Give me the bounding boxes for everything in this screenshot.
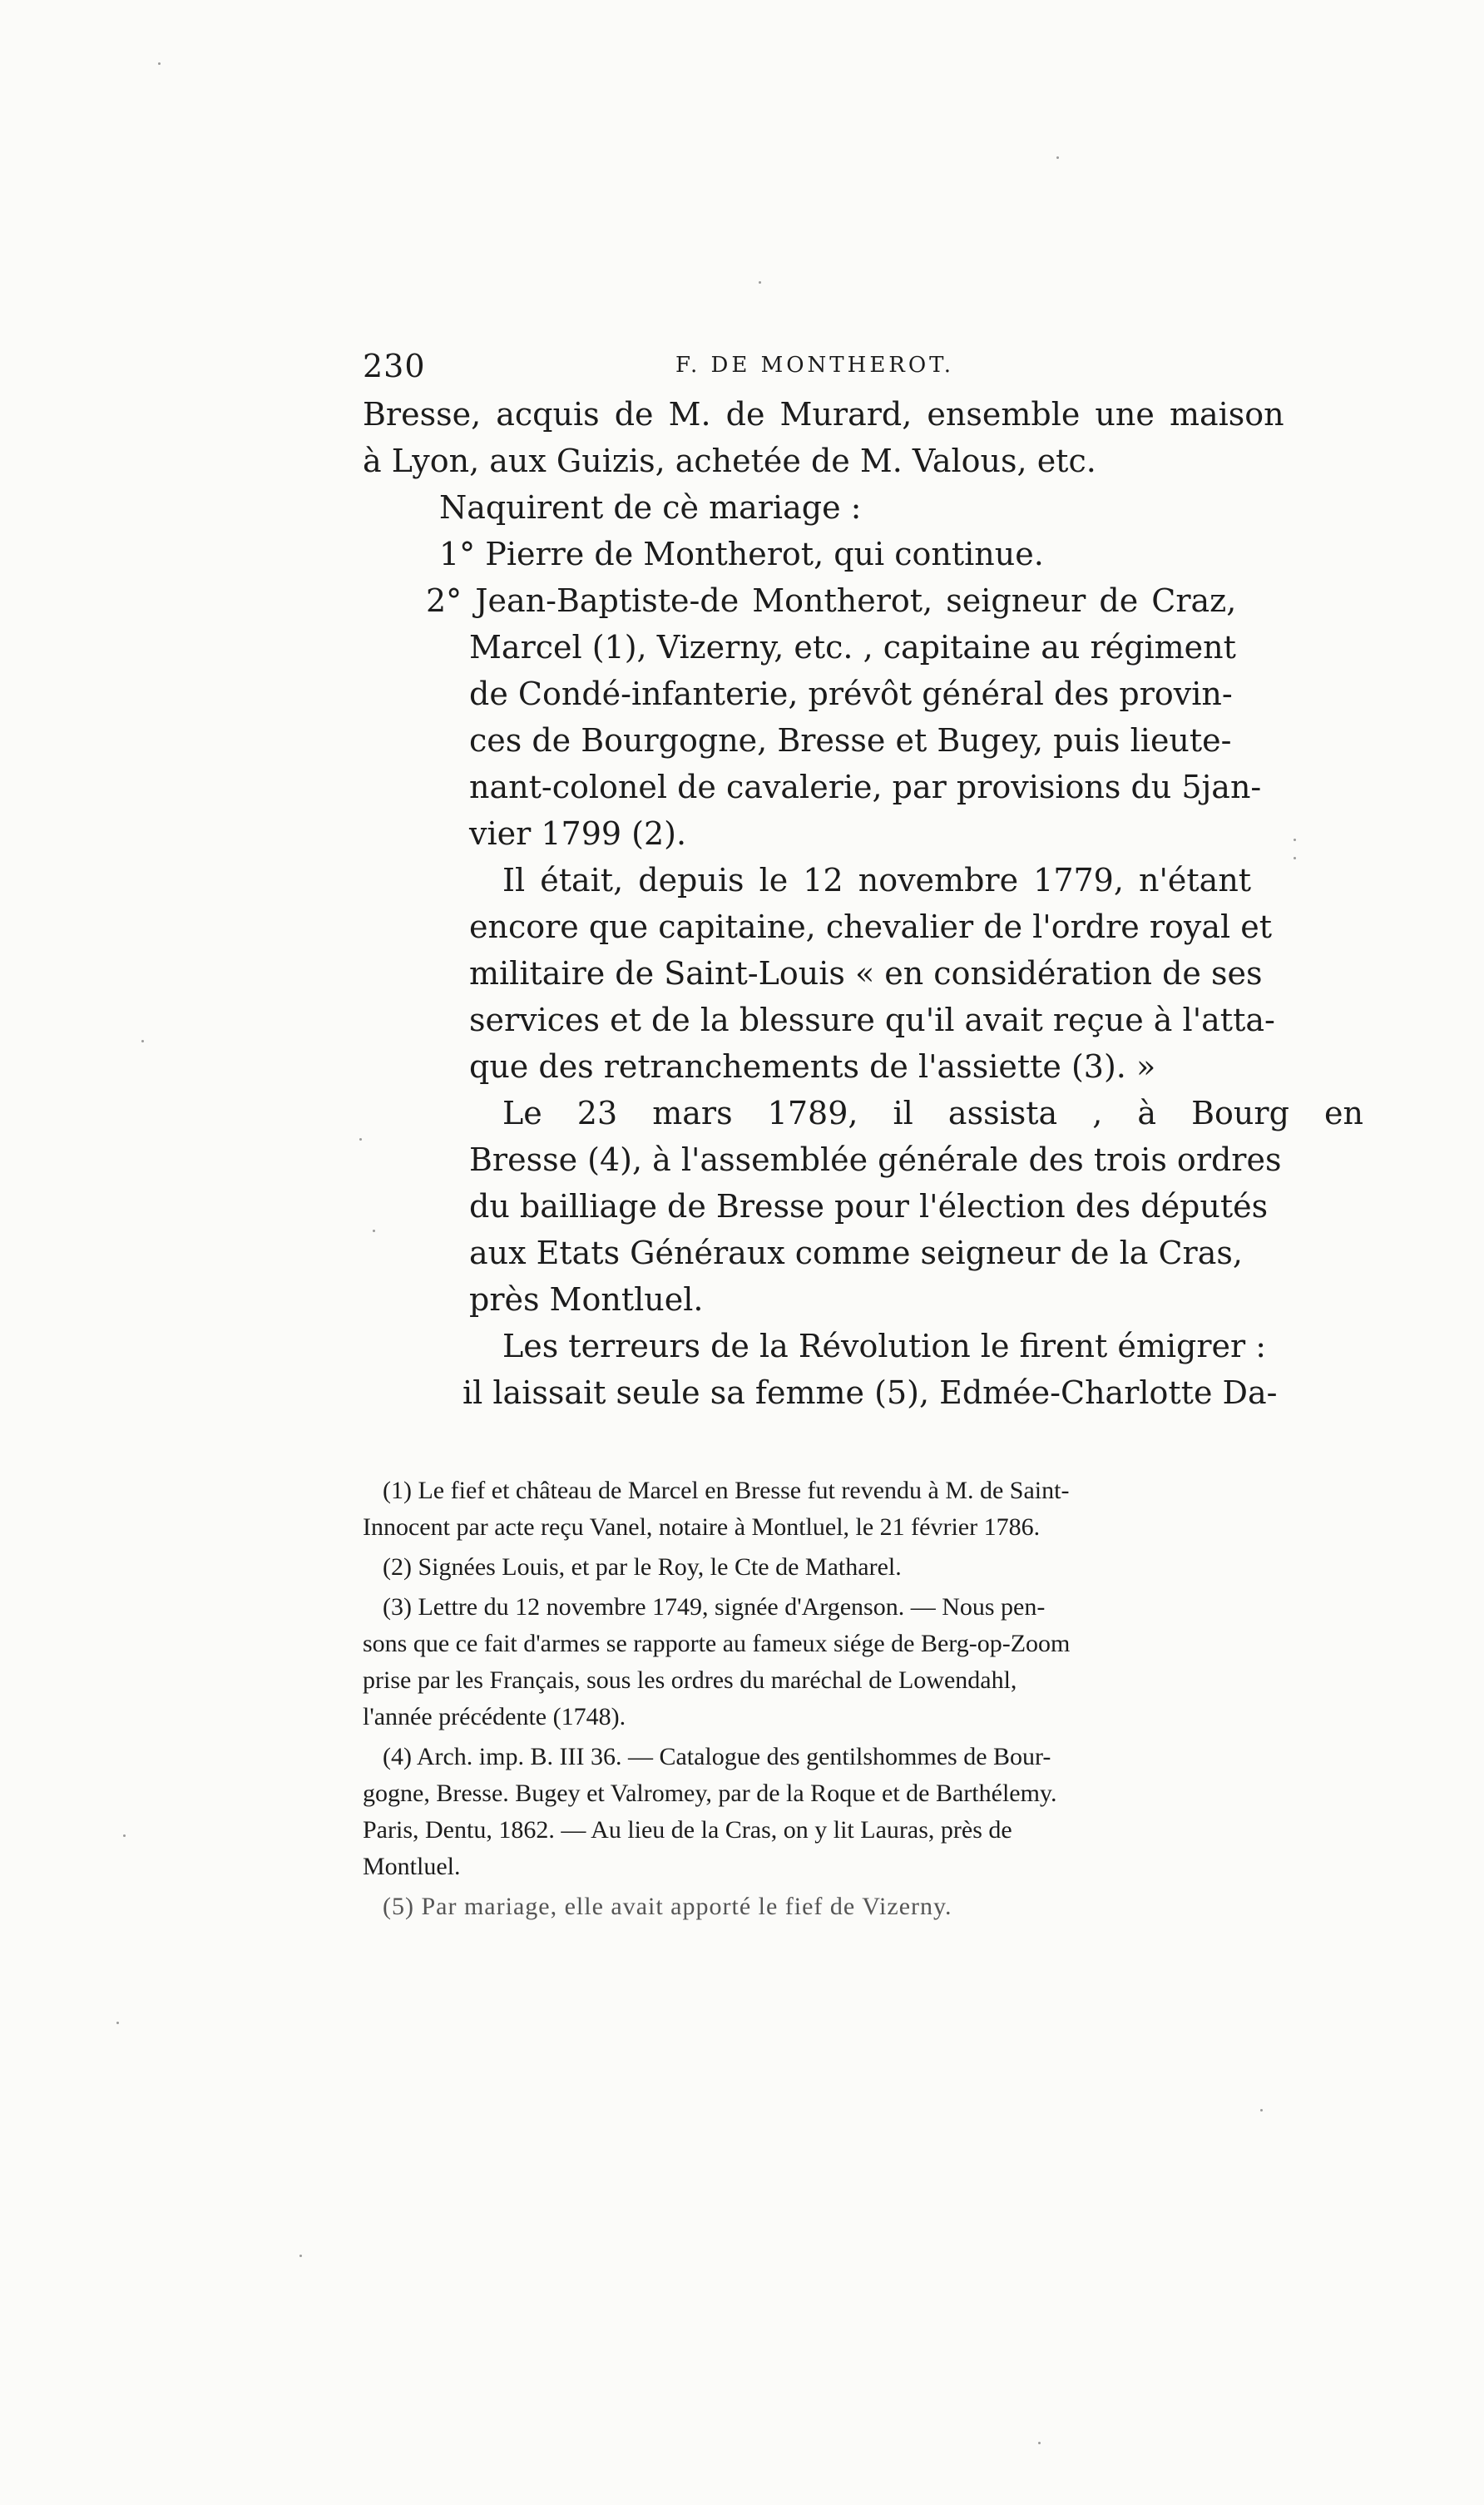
body-line: services et de la blessure qu'il avait reçue à l'atta- <box>469 1002 1275 1038</box>
scan-speck <box>116 2022 119 2024</box>
body-line: Il était, depuis le 12 novembre 1779, n'étant <box>502 862 1252 899</box>
page-header <box>363 348 1244 389</box>
scan-speck <box>1294 857 1296 859</box>
footnote-line: (5) Par mariage, elle avait apporté le fief de Vizerny. <box>383 1893 952 1920</box>
body-line: Naquirent de cè mariage : <box>439 489 862 526</box>
body-line: Bresse (4), à l'assemblée générale des trois ordres <box>469 1141 1282 1178</box>
footnote-line: (2) Signées Louis, et par le Roy, le Cte de Matharel. <box>383 1553 902 1581</box>
body-line: encore que capitaine, chevalier de l'ordre royal et <box>469 908 1272 945</box>
body-line: du bailliage de Bresse pour l'élection des députés <box>469 1188 1269 1225</box>
body-line: Les terreurs de la Révolution le firent émigrer : <box>502 1328 1267 1364</box>
footnote-line: Innocent par acte reçu Vanel, notaire à Montluel, le 21 février 1786. <box>363 1513 1041 1541</box>
body-line: que des retranchements de l'assiette (3). » <box>469 1048 1156 1085</box>
body-line: Marcel (1), Vizerny, etc. , capitaine au régiment <box>469 629 1236 666</box>
footnote-line: Montluel. <box>363 1853 461 1880</box>
scan-speck <box>158 62 161 65</box>
body-line: il laissait seule sa femme (5), Edmée-Charlotte Da- <box>463 1374 1278 1411</box>
body-line: ces de Bourgogne, Bresse et Bugey, puis lieute- <box>469 722 1232 759</box>
body-line: près Montluel. <box>469 1281 704 1318</box>
body-line: de Condé-infanterie, prévôt général des provin- <box>469 676 1233 712</box>
body-line: nant-colonel de cavalerie, par provisions du 5jan- <box>469 769 1262 805</box>
scan-speck <box>759 281 761 284</box>
body-line: aux Etats Généraux comme seigneur de la Cras, <box>469 1235 1243 1271</box>
body-line: à Lyon, aux Guizis, achetée de M. Valous, etc. <box>363 443 1096 479</box>
footnote-line: l'année précédente (1748). <box>363 1703 626 1730</box>
scan-speck <box>1038 2442 1041 2444</box>
body-line: vier 1799 (2). <box>469 815 687 852</box>
footnote-line: Paris, Dentu, 1862. — Au lieu de la Cras, on y lit Lauras, près de <box>363 1816 1012 1844</box>
footnote-line: (4) Arch. imp. B. III 36. — Catalogue des gentilshommes de Bour- <box>383 1743 1051 1770</box>
body-line: Bresse, acquis de M. de Murard, ensemble une maison <box>363 396 1284 433</box>
scan-speck <box>1056 156 1059 159</box>
body-line: militaire de Saint-Louis « en considération de ses <box>469 955 1263 992</box>
scan-speck <box>141 1040 144 1042</box>
scan-speck <box>373 1230 375 1232</box>
scan-speck <box>123 1834 126 1837</box>
page-number: 230 <box>363 348 426 384</box>
scan-speck <box>359 1138 362 1141</box>
footnote-line: prise par les Français, sous les ordres du maréchal de Lowendahl, <box>363 1666 1017 1694</box>
body-line: 2° Jean-Baptiste-de Montherot, seigneur de Craz, <box>426 582 1237 619</box>
running-title: F. DE MONTHEROT. <box>675 353 954 378</box>
footnote-line: gogne, Bresse. Bugey et Valromey, par de la Roque et de Barthélemy. <box>363 1780 1057 1807</box>
scan-speck <box>1260 2109 1263 2111</box>
scan-speck <box>299 2255 302 2257</box>
footnote-line: (1) Le fief et château de Marcel en Bresse fut revendu à M. de Saint- <box>383 1477 1070 1504</box>
body-line: Le 23 mars 1789, il assista , à Bourg en <box>502 1095 1363 1131</box>
body-line: 1° Pierre de Montherot, qui continue. <box>439 536 1044 572</box>
footnote-line: (3) Lettre du 12 novembre 1749, signée d'Argenson. — Nous pen- <box>383 1593 1046 1621</box>
scan-speck <box>1294 839 1296 841</box>
footnote-line: sons que ce fait d'armes se rapporte au fameux siége de Berg-op-Zoom <box>363 1630 1071 1657</box>
